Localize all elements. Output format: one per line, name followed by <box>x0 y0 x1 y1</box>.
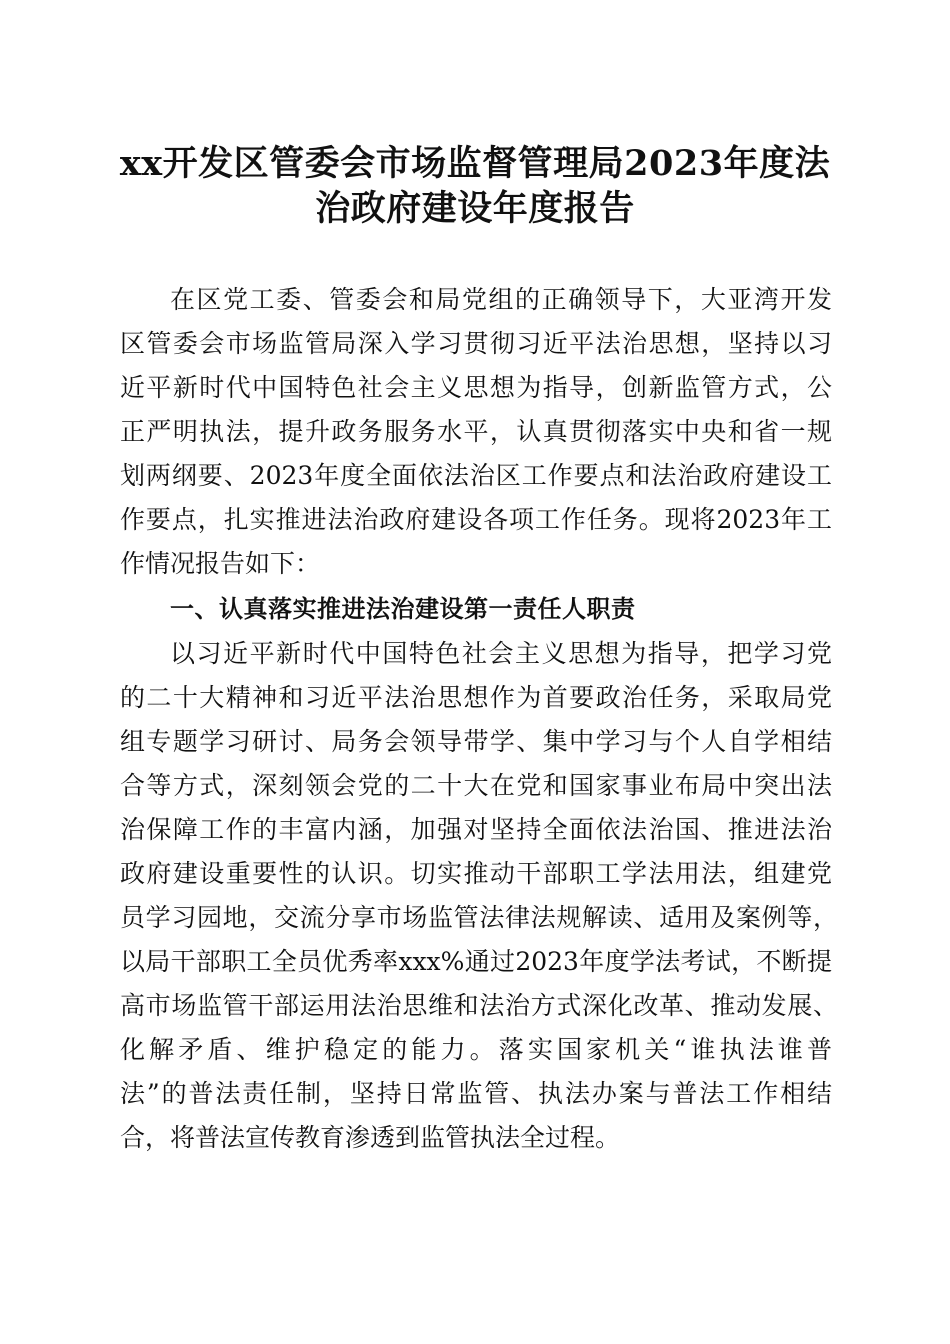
document-title-line-2: 治政府建设年度报告 <box>315 188 635 229</box>
section-1-heading: 一、认真落实推进法治建设第一责任人职责 <box>170 595 636 623</box>
intro-line: 作要点，扎实推进法治政府建设各项工作任务。现将2023年工 <box>120 505 832 534</box>
section-1-line: 法”的普法责任制，坚持日常监管、执法办案与普法工作相结 <box>120 1079 832 1108</box>
intro-line: 近平新时代中国特色社会主义思想为指导，创新监管方式，公 <box>120 373 832 402</box>
section-1-line: 治保障工作的丰富内涵，加强对坚持全面依法治国、推进法治 <box>120 815 832 844</box>
intro-line: 区管委会市场监管局深入学习贯彻习近平法治思想，坚持以习 <box>120 329 832 358</box>
section-1-line: 高市场监管干部运用法治思维和法治方式深化改革、推动发展、 <box>120 991 838 1020</box>
section-1-line: 员学习园地，交流分享市场监管法律法规解读、适用及案例等， <box>120 903 838 932</box>
document-title-line-1: xx开发区管委会市场监督管理局2023年度法 <box>119 143 831 184</box>
section-1-line: 化解矛盾、维护稳定的能力。落实国家机关“谁执法谁普 <box>120 1035 832 1064</box>
intro-line: 正严明执法，提升政务服务水平，认真贯彻落实中央和省一规 <box>120 417 832 446</box>
section-1-line: 的二十大精神和习近平法治思想作为首要政治任务，采取局党 <box>120 683 832 712</box>
section-1-line: 政府建设重要性的认识。切实推动干部职工学法用法，组建党 <box>120 859 832 888</box>
section-1-line: 组专题学习研讨、局务会领导带学、集中学习与个人自学相结 <box>120 727 832 756</box>
section-1-line: 以局干部职工全员优秀率xxx%通过2023年度学法考试，不断提 <box>120 947 832 976</box>
section-1-line: 合等方式，深刻领会党的二十大在党和国家事业布局中突出法 <box>120 771 832 800</box>
intro-line: 在区党工委、管委会和局党组的正确领导下，大亚湾开发 <box>170 285 832 314</box>
section-1-line: 合，将普法宣传教育渗透到监管执法全过程。 <box>120 1123 621 1152</box>
section-1-line: 以习近平新时代中国特色社会主义思想为指导，把学习党 <box>170 639 832 668</box>
intro-line: 划两纲要、2023年度全面依法治区工作要点和法治政府建设工 <box>120 461 832 490</box>
intro-line: 作情况报告如下： <box>120 549 321 578</box>
